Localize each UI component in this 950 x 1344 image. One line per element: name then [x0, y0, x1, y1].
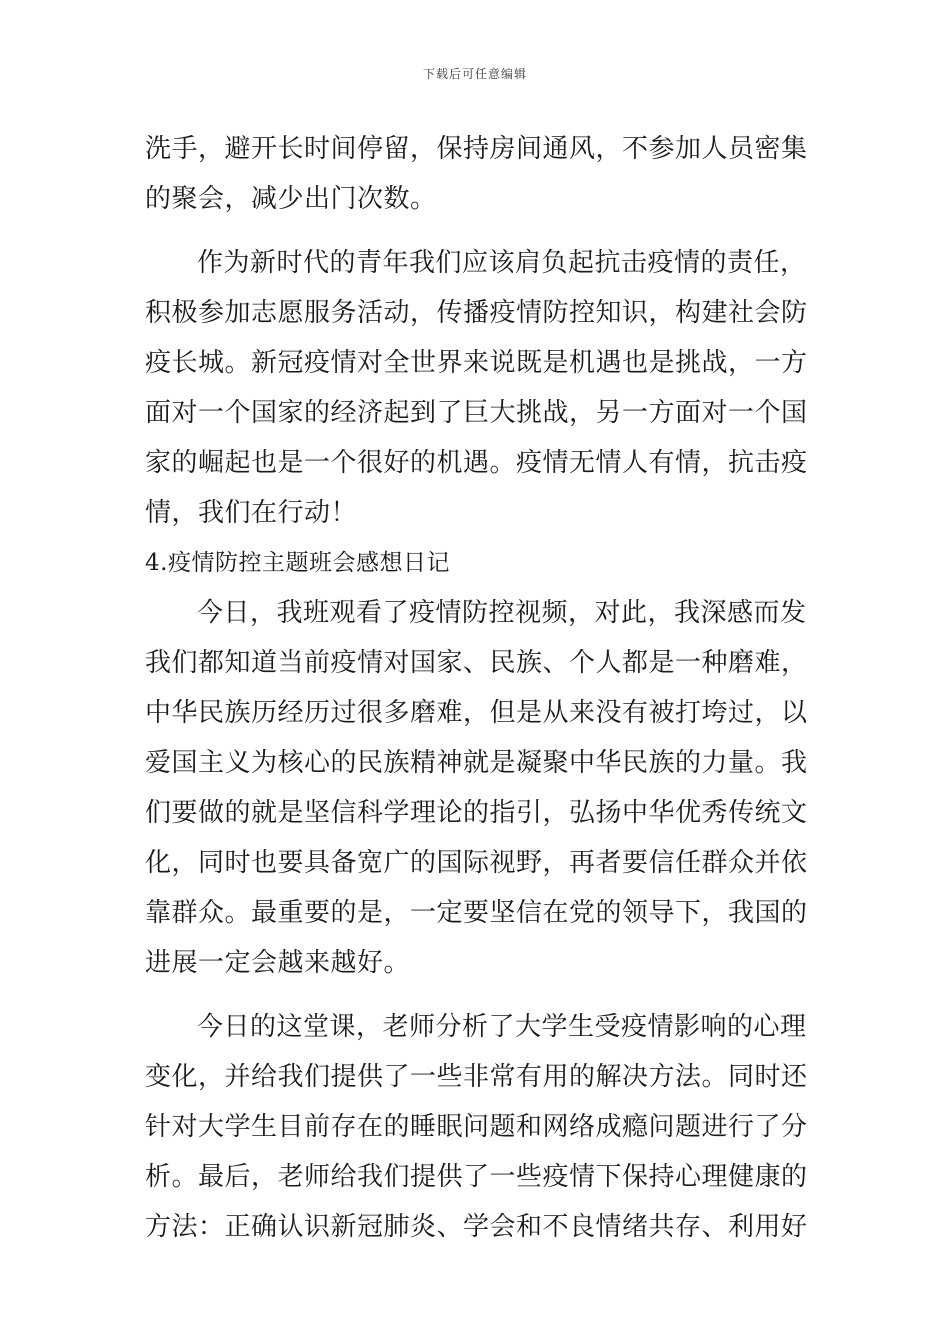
- text-line: 面对一个国家的经济起到了巨大挑战，另一方面对一个国: [145, 398, 808, 428]
- text-line: 积极参加志愿服务活动，传播疫情防控知识，构建社会防: [145, 298, 808, 328]
- text-line: 疫长城。新冠疫情对全世界来说既是机遇也是挑战，一方: [145, 348, 808, 378]
- text-line: 靠群众。最重要的是，一定要坚信在党的领导下，我国的: [145, 898, 808, 928]
- text-line: 进展一定会越来越好。: [145, 948, 411, 978]
- text-line: 变化，并给我们提供了一些非常有用的解决方法。同时还: [145, 1062, 808, 1092]
- text-line: 中华民族历经历过很多磨难，但是从来没有被打垮过，以: [145, 698, 808, 728]
- paragraph-first-line: 作为新时代的青年我们应该肩负起抗击疫情的责任，: [197, 248, 807, 278]
- text-line: 析。最后，老师给我们提供了一些疫情下保持心理健康的: [145, 1162, 808, 1192]
- text-line: 我们都知道当前疫情对国家、民族、个人都是一种磨难，: [145, 648, 808, 678]
- page-header-note: 下载后可任意编辑: [422, 67, 527, 81]
- text-line: 们要做的就是坚信科学理论的指引，弘扬中华优秀传统文: [145, 798, 808, 828]
- text-line: 方法：正确认识新冠肺炎、学会和不良情绪共存、利用好: [145, 1212, 808, 1242]
- text-line: 化，同时也要具备宽广的国际视野，再者要信任群众并依: [145, 848, 808, 878]
- text-line: 爱国主义为核心的民族精神就是凝聚中华民族的力量。我: [145, 748, 808, 778]
- text-line: 情，我们在行动！: [145, 498, 358, 528]
- text-line: 的聚会，减少出门次数。: [145, 184, 437, 214]
- paragraph-first-line: 今日，我班观看了疫情防控视频，对此，我深感而发: [197, 598, 807, 628]
- text-line: 洗手，避开长时间停留，保持房间通风，不参加人员密集: [145, 134, 808, 164]
- paragraph-first-line: 今日的这堂课，老师分析了大学生受疫情影响的心理: [197, 1012, 807, 1042]
- text-line: 针对大学生目前存在的睡眠问题和网络成瘾问题进行了分: [145, 1112, 808, 1142]
- text-line: 家的崛起也是一个很好的机遇。疫情无情人有情，抗击疫: [145, 448, 808, 478]
- document-body: [145, 124, 808, 1252]
- section-heading: 4.疫情防控主题班会感想日记: [145, 550, 450, 576]
